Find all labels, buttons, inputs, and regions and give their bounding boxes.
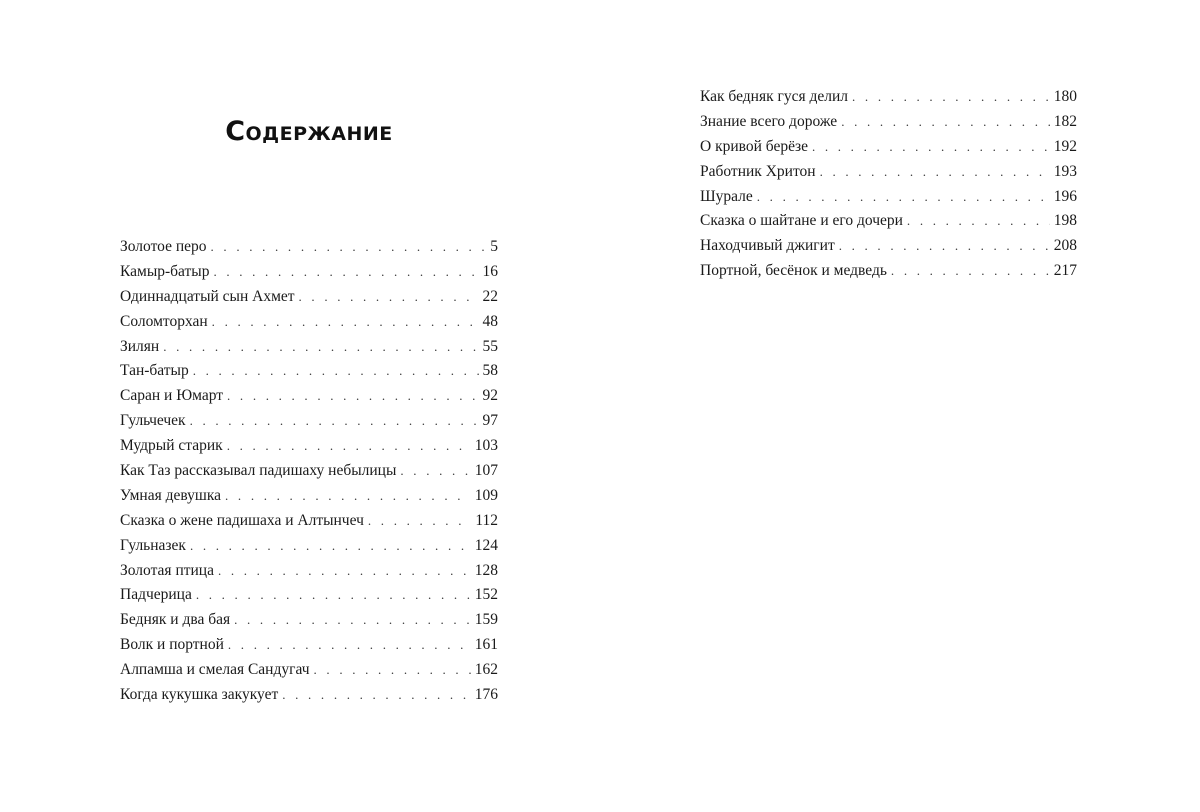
dot-leader [400, 459, 470, 484]
toc-entry-title: Умная девушка [120, 486, 222, 504]
toc-entry-page: 161 [474, 636, 498, 654]
toc-entry-title: Портной, бесёнок и медведь [700, 262, 887, 280]
toc-list-right [700, 85, 1077, 284]
toc-entry-page: 162 [474, 661, 498, 679]
toc-entry-page: 192 [1053, 137, 1077, 155]
toc-entry-title: Знание всего дороже [700, 112, 838, 130]
dot-leader [314, 658, 471, 683]
toc-entry[interactable] [120, 509, 498, 534]
toc-entry[interactable] [120, 409, 498, 434]
toc-entry-title: Тан-батыр [120, 362, 189, 380]
toc-entry[interactable] [700, 259, 1077, 284]
toc-entry-title: Саран и Юмарт [120, 387, 224, 405]
toc-entry[interactable] [700, 234, 1077, 259]
toc-entry[interactable] [700, 85, 1077, 110]
toc-entry-title: Зилян [120, 337, 160, 355]
dot-leader [841, 110, 1050, 135]
toc-entry[interactable] [120, 683, 498, 708]
toc-entry[interactable] [700, 110, 1077, 135]
dot-leader [190, 409, 479, 434]
dot-leader [299, 285, 479, 310]
dot-leader [368, 509, 471, 534]
dot-leader [211, 235, 487, 260]
toc-entry-page: 22 [482, 287, 498, 305]
toc-entry-title: Одиннадцатый сын Ахмет [120, 287, 295, 305]
toc-entry[interactable] [120, 359, 498, 384]
toc-entry-page: 103 [474, 437, 498, 455]
toc-entry-page: 180 [1053, 88, 1077, 105]
toc-entry-page: 5 [490, 238, 498, 255]
toc-entry-page: 176 [474, 686, 498, 704]
toc-entry-title: Алпамша и смелая Сандугач [120, 661, 310, 679]
dot-leader [163, 335, 478, 360]
toc-entry-title: Мудрый старик [120, 437, 223, 455]
right-page [600, 0, 1200, 812]
toc-entry[interactable] [120, 484, 498, 509]
dot-leader [218, 559, 471, 584]
dot-leader [227, 384, 478, 409]
dot-leader [213, 260, 478, 285]
toc-entry-title: О кривой берёзе [700, 137, 808, 155]
dot-leader [190, 534, 471, 559]
toc-entry[interactable] [120, 434, 498, 459]
toc-entry[interactable] [120, 384, 498, 409]
toc-entry[interactable] [700, 135, 1077, 160]
toc-entry-page: 124 [474, 536, 498, 554]
toc-entry-page: 109 [474, 486, 498, 504]
toc-entry-page: 159 [474, 611, 498, 629]
dot-leader [839, 234, 1050, 259]
toc-entry[interactable] [700, 160, 1077, 185]
toc-entry-title: Гульчечек [120, 412, 186, 430]
toc-entry-page: 152 [474, 586, 498, 604]
dot-leader [193, 359, 479, 384]
toc-entry-title: Работник Хритон [700, 162, 816, 180]
toc-title: Содержание [225, 116, 393, 147]
toc-entry-title: Сказка о жене падишаха и Алтынчеч [120, 511, 364, 529]
dot-leader [812, 135, 1050, 160]
toc-entry-title: Падчерица [120, 586, 192, 604]
toc-entry-page: 97 [482, 412, 498, 430]
toc-entry[interactable] [120, 260, 498, 285]
dot-leader [852, 85, 1050, 110]
toc-entry[interactable] [700, 209, 1077, 234]
toc-entry-title: Соломторхан [120, 312, 208, 330]
dot-leader [757, 185, 1050, 210]
toc-entry-page: 107 [474, 462, 498, 480]
toc-entry-page: 112 [475, 511, 498, 529]
toc-entry-title: Находчивый джигит [700, 237, 835, 255]
toc-entry-page: 92 [482, 387, 498, 405]
toc-entry-page: 128 [474, 561, 498, 579]
toc-entry-page: 182 [1053, 112, 1077, 130]
toc-entry-title: Гульназек [120, 536, 186, 554]
toc-entry-title: Как бедняк гуся делил [700, 88, 849, 105]
toc-entry-page: 217 [1053, 262, 1077, 280]
toc-entry[interactable] [120, 559, 498, 584]
dot-leader [907, 209, 1050, 234]
dot-leader [227, 434, 471, 459]
toc-entry-title: Золотая птица [120, 561, 214, 579]
dot-leader [212, 310, 479, 335]
toc-entry-title: Бедняк и два бая [120, 611, 231, 629]
dot-leader [228, 633, 471, 658]
toc-entry-page: 48 [482, 312, 498, 330]
toc-entry-page: 208 [1053, 237, 1077, 255]
toc-entry[interactable] [120, 583, 498, 608]
toc-entry[interactable] [700, 185, 1077, 210]
toc-entry-title: Когда кукушка закукует [120, 686, 279, 704]
toc-entry-page: 196 [1053, 187, 1077, 205]
toc-entry-title: Сказка о шайтане и его дочери [700, 212, 903, 230]
toc-entry[interactable] [120, 310, 498, 335]
toc-entry-page: 16 [482, 262, 498, 280]
toc-entry[interactable] [120, 335, 498, 360]
toc-entry-page: 193 [1053, 162, 1077, 180]
toc-list-left [120, 235, 498, 708]
toc-entry-page: 55 [482, 337, 498, 355]
toc-entry[interactable] [120, 608, 498, 633]
toc-entry-page: 198 [1053, 212, 1077, 230]
toc-entry-title: Золотое перо [120, 238, 207, 255]
toc-entry-title: Камыр-батыр [120, 262, 210, 280]
dot-leader [820, 160, 1050, 185]
toc-entry-page: 58 [482, 362, 498, 380]
dot-leader [196, 583, 471, 608]
toc-entry-title: Как Таз рассказывал падишаху небылицы [120, 462, 397, 480]
toc-entry[interactable] [120, 459, 498, 484]
toc-entry[interactable] [120, 285, 498, 310]
toc-entry[interactable] [120, 633, 498, 658]
dot-leader [891, 259, 1050, 284]
toc-entry[interactable] [120, 658, 498, 683]
toc-entry-title: Волк и портной [120, 636, 224, 654]
toc-entry[interactable] [120, 534, 498, 559]
dot-leader [225, 484, 471, 509]
dot-leader [282, 683, 471, 708]
dot-leader [234, 608, 471, 633]
toc-entry[interactable] [120, 235, 498, 260]
toc-entry-title: Шурале [700, 187, 753, 205]
